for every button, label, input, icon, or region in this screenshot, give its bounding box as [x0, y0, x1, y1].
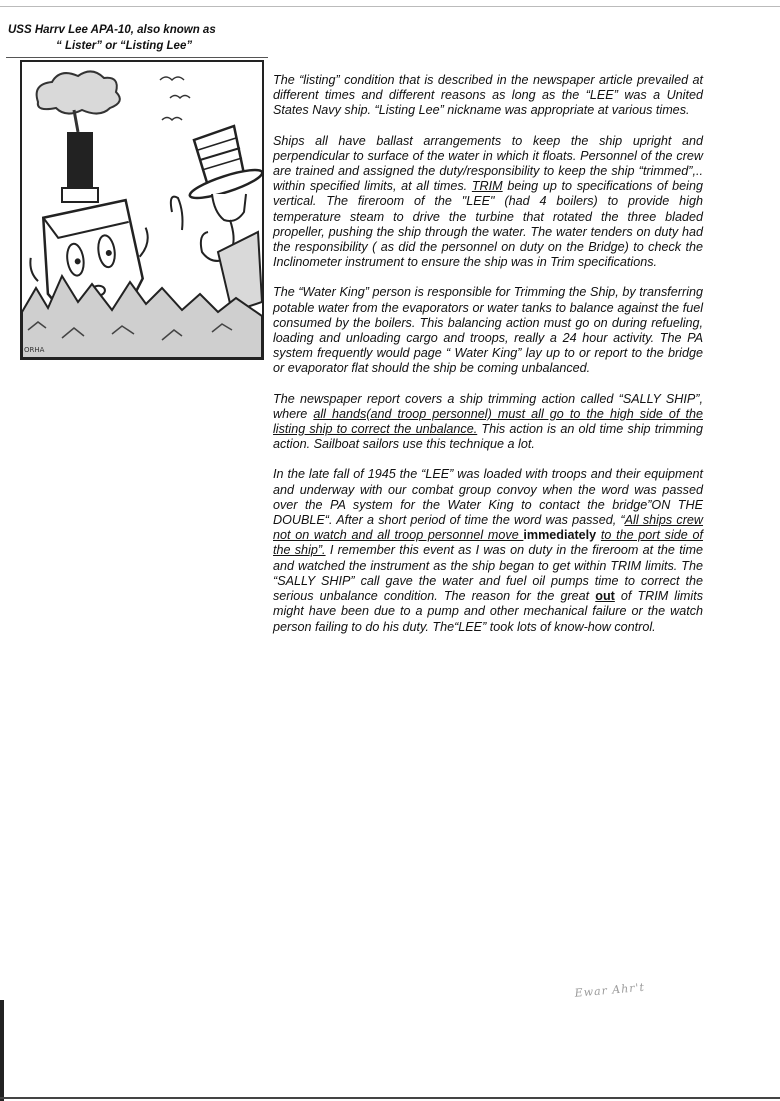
cartoon-artist-mark: ORHA	[24, 346, 45, 354]
paragraph-5-underlined-1: All ships crew not on watch and all troop personnel move	[273, 513, 704, 543]
smoke-cloud-icon	[37, 71, 120, 113]
scan-edge-bar	[0, 1000, 4, 1101]
paragraph-4	[273, 392, 703, 453]
paragraph-5-bold: immediately	[523, 528, 597, 543]
uncle-sam-icon	[171, 126, 262, 312]
paragraph-1-text: The “listing” condition that is described in the newspaper article prevailed at different times and different reasons as long as the “LEE” was a United States Navy ship. “Listing Lee” nickname was appropriate at various times.	[273, 73, 703, 118]
handwritten-signature: Ewar Ahr't	[574, 980, 646, 1000]
cartoon-rule	[6, 57, 268, 58]
paragraph-4-text-a: The newspaper report covers a ship trimming action called “SALLY SHIP”, where	[273, 391, 703, 421]
paragraph-1	[273, 73, 703, 119]
caption	[8, 22, 283, 54]
caption-line-2: “ Lister” or “Listing Lee”	[56, 40, 193, 52]
smokestack-icon	[67, 132, 93, 194]
paragraph-5-text-c: of TRIM limits might have been due to a pump and other mechanical failure or the watch person failing to do his duty. The“LEE” took lots of know-how control.	[273, 589, 703, 634]
caption-line-1: USS Harrv Lee APA-10, also known as	[8, 24, 216, 36]
uncle-sam-and-listing-ship-cartoon-icon	[22, 62, 262, 358]
paragraph-5-text-b: I remember this event as I was on duty in the fireroom at the time and watched the instrument as the ship began to get within TRIM limits. The “SALLY SHIP” call gave the water and fuel oil pumps time to correct the serious unbalance condition. The reason for the great	[273, 543, 703, 604]
paragraph-3-text: The “Water King” person is responsible for Trimming the Ship, by transferring potable water from the evaporators or water tanks to balance against the fuel consumed by the boilers. This balancing action must go on during refueling, loading and unloading cargo and troops, really a 24 hour activity. The PA system frequently would page “ Water King” lay up to or report to the bridge or evaporator flat should the ship be coming unbalanced.	[273, 285, 703, 376]
paragraph-5-text-a: In the late fall of 1945 the “LEE” was loaded with troops and their equipment and underway with our combat group convoy when the word was passed over the PA system for the Water King to contact the bridge”ON THE DOUBLE“. After a short period of time the word was passed, “	[273, 467, 703, 528]
bottom-rule	[0, 1097, 780, 1099]
cartoon-illustration	[20, 60, 264, 360]
paragraph-5-underlined-2: to the port side of the ship”.	[273, 528, 703, 558]
paragraph-4-text-b: This action is an old time ship trimming action. Sailboat sailors use this technique a lot.	[273, 422, 703, 452]
paragraph-5-out: out	[595, 589, 615, 604]
trim-underlined: TRIM	[471, 179, 503, 194]
paragraph-4-underlined: all hands(and troop personnel) must all go to the high side of the listing ship to correct the unbalance.	[273, 406, 703, 437]
bird-icon	[162, 118, 182, 121]
bird-icon	[160, 77, 184, 80]
bird-icon	[170, 96, 190, 99]
paragraph-2-text-b: being up to specifications of being vertical. The fireroom of the "LEE" (had 4 boilers) to provide high temperature steam to drive the turbine that rotated the three bladed propeller, pushing the ship through the water. The water tenders on duty had the responsibility ( as did the personnel on duty on the Bridge) to check the Inclinometer instrument to ensure the ship was in Trim specifications.	[273, 179, 703, 270]
top-rule	[0, 6, 780, 7]
article-body	[273, 73, 703, 650]
paragraph-2-text-a: Ships all have ballast arrangements to keep the ship upright and perpendicular to surface of the water in which it floats. Personnel of the crew are trained and assigned the duty/responsibility to keep the ship “trimmed”,.. within specified limits, at all times.	[273, 133, 703, 194]
paragraph-3	[273, 285, 703, 376]
paragraph-2	[273, 134, 703, 271]
paragraph-5	[273, 467, 703, 634]
